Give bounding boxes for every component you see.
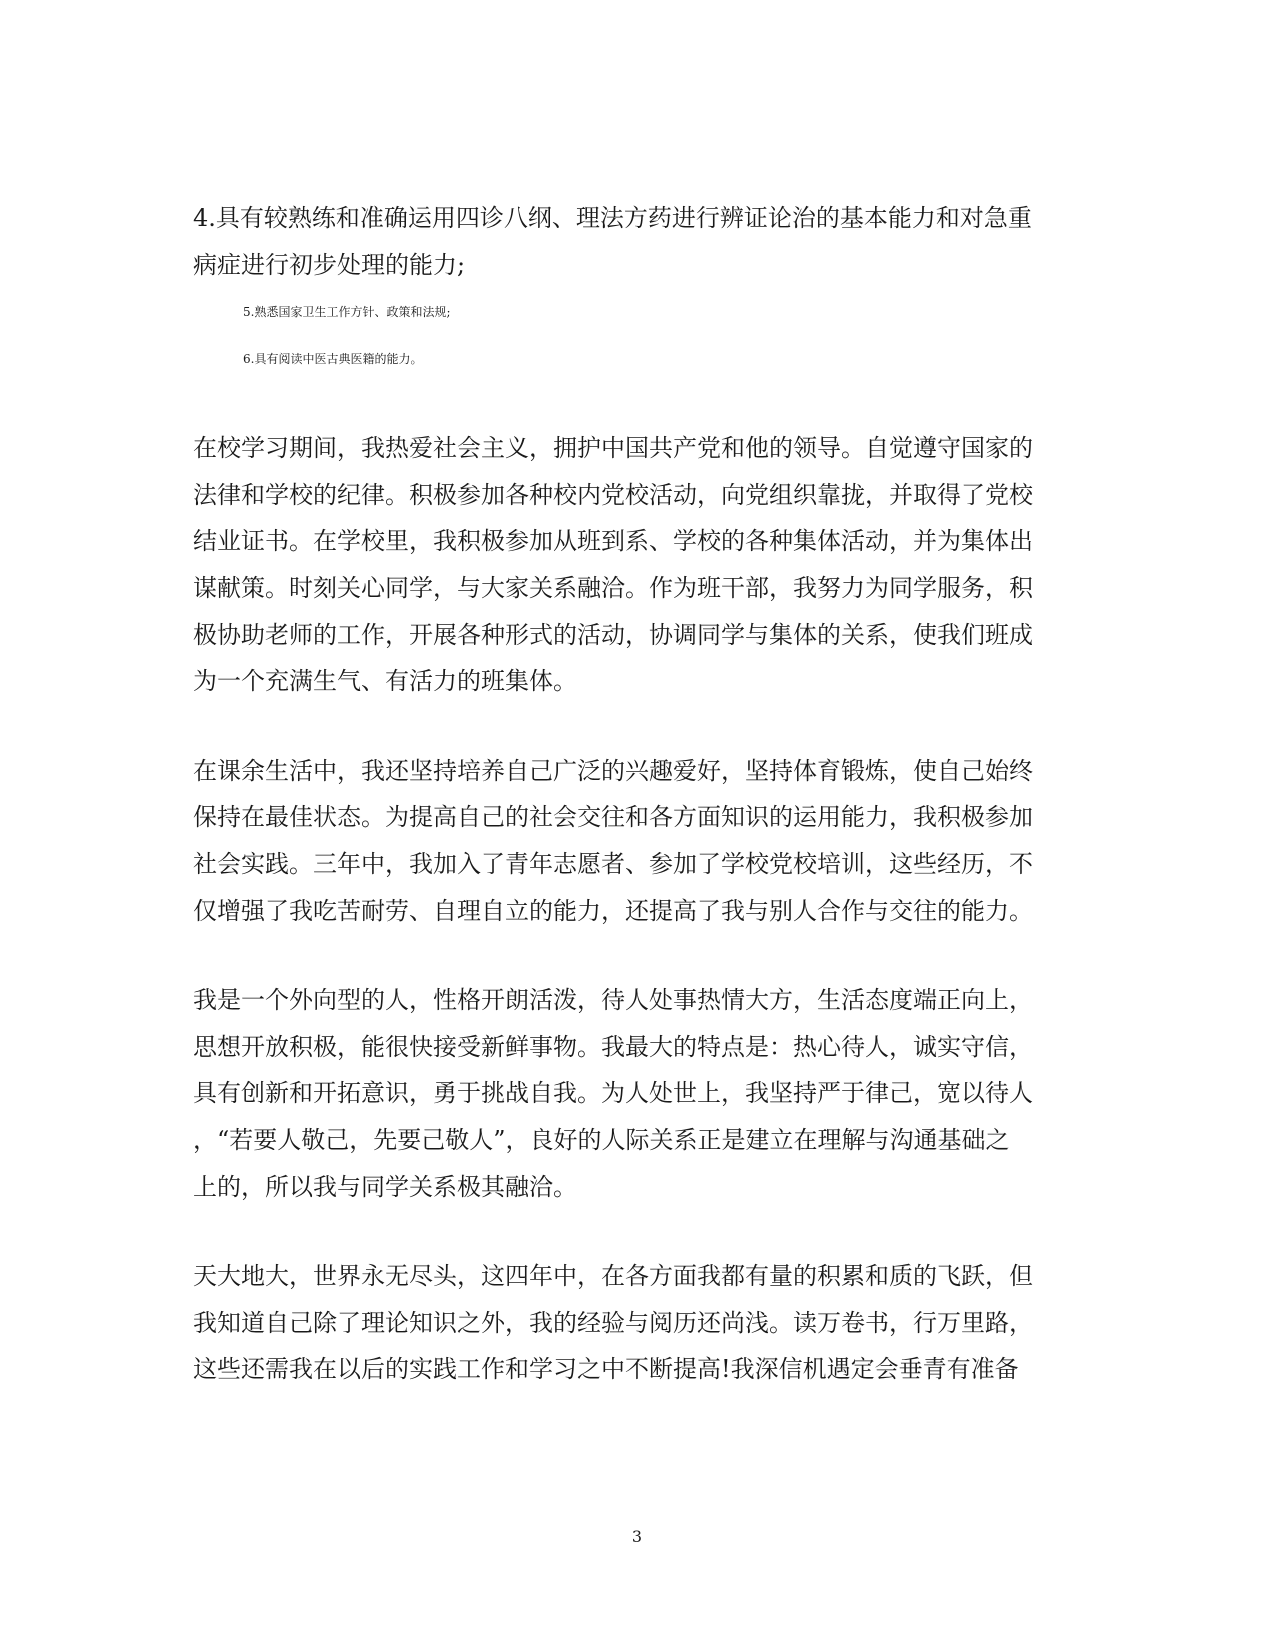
paragraph-3-line-1: 我是一个外向型的人，性格开朗活泼，待人处事热情大方，生活态度端正向上， (193, 986, 1033, 1014)
page-number: 3 (631, 1527, 643, 1546)
paragraph-3-line-3: 具有创新和开拓意识，勇于挑战自我。为人处世上，我坚持严于律己，宽以待人 (193, 1079, 1033, 1107)
paragraph-1-line-4: 谋献策。时刻关心同学，与大家关系融洽。作为班干部，我努力为同学服务，积 (193, 574, 1033, 602)
paragraph-3-line-4: ，“若要人敬己，先要己敬人”，良好的人际关系正是建立在理解与沟通基础之 (193, 1126, 1010, 1154)
paragraph-3-line-2: 思想开放积极，能很快接受新鲜事物。我最大的特点是：热心待人，诚实守信， (193, 1033, 1033, 1061)
paragraph-1-line-5: 极协助老师的工作，开展各种形式的活动，协调同学与集体的关系，使我们班成 (193, 621, 1033, 649)
paragraph-4-line-1: 天大地大，世界永无尽头，这四年中，在各方面我都有量的积累和质的飞跃，但 (193, 1262, 1033, 1290)
paragraph-1-line-3: 结业证书。在学校里，我积极参加从班到系、学校的各种集体活动，并为集体出 (193, 527, 1033, 555)
paragraph-1-line-2: 法律和学校的纪律。积极参加各种校内党校活动，向党组织靠拢，并取得了党校 (193, 481, 1033, 509)
paragraph-4-line-3: 这些还需我在以后的实践工作和学习之中不断提高!我深信机遇定会垂青有准备 (193, 1355, 1019, 1383)
paragraph-2-line-2: 保持在最佳状态。为提高自己的社会交往和各方面知识的运用能力，我积极参加 (193, 803, 1033, 831)
paragraph-1-line-6: 为一个充满生气、有活力的班集体。 (193, 667, 577, 695)
list-item-4-line-1: 4.具有较熟练和准确运用四诊八纲、理法方药进行辨证论治的基本能力和对急重 (193, 204, 1032, 232)
paragraph-2-line-3: 社会实践。三年中，我加入了青年志愿者、参加了学校党校培训，这些经历，不 (193, 850, 1033, 878)
paragraph-2-line-1: 在课余生活中，我还坚持培养自己广泛的兴趣爱好，坚持体育锻炼，使自己始终 (193, 757, 1033, 785)
list-item-6: 6.具有阅读中医古典医籍的能力。 (243, 352, 423, 366)
paragraph-1-line-1: 在校学习期间，我热爱社会主义，拥护中国共产党和他的领导。自觉遵守国家的 (193, 434, 1033, 462)
list-item-5: 5.熟悉国家卫生工作方针、政策和法规; (243, 305, 451, 319)
list-item-4-line-2: 病症进行初步处理的能力; (193, 251, 466, 279)
paragraph-4-line-2: 我知道自己除了理论知识之外，我的经验与阅历还尚浅。读万卷书，行万里路， (193, 1309, 1033, 1337)
paragraph-3-line-5: 上的，所以我与同学关系极其融洽。 (193, 1173, 577, 1201)
paragraph-2-line-4: 仅增强了我吃苦耐劳、自理自立的能力，还提高了我与别人合作与交往的能力。 (193, 897, 1033, 925)
